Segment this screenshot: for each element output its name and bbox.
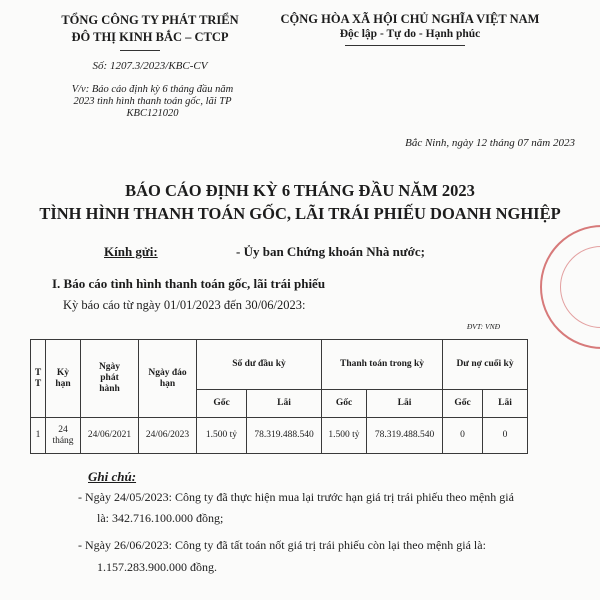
header-maturity-line2: hạn xyxy=(159,378,176,389)
reporting-period: Kỳ báo cáo từ ngày 01/01/2023 đến 30/06/2023: xyxy=(63,298,306,312)
cell-term-line1: 24 xyxy=(58,424,68,435)
header-stt-line2: T xyxy=(34,378,42,389)
cell-closing-principal: 0 xyxy=(443,418,483,454)
report-title: BÁO CÁO ĐỊNH KỲ 6 THÁNG ĐẦU NĂM 2023 xyxy=(125,181,475,200)
cell-opening-interest: 78.319.488.540 xyxy=(247,418,322,454)
organization-name xyxy=(40,12,260,46)
header-maturity-date xyxy=(139,340,197,418)
header-maturity-line1: Ngày đáo xyxy=(148,367,187,378)
note-item-1: - Ngày 24/05/2023: Công ty đã thực hiện mua lại trước hạn giá trị trái phiếu theo mệnh giá xyxy=(78,490,514,504)
recipient-label: Kính gửi: xyxy=(104,244,158,259)
bond-payment-table xyxy=(30,339,528,454)
cell-term xyxy=(46,418,81,454)
subheader-paid-interest: Lãi xyxy=(367,390,443,418)
header-payments: Thanh toán trong kỳ xyxy=(322,340,443,390)
header-issue-line2: phát xyxy=(100,373,119,383)
subheader-closing-interest: Lãi xyxy=(483,390,528,418)
cell-issue-date: 24/06/2021 xyxy=(81,418,139,454)
national-motto: Độc lập - Tự do - Hạnh phúc xyxy=(339,28,481,40)
cell-maturity-date: 24/06/2023 xyxy=(139,418,197,454)
header-stt xyxy=(31,340,46,418)
cell-term-line2: tháng xyxy=(52,435,74,446)
subheader-paid-principal: Gốc xyxy=(322,390,367,418)
cell-stt: 1 xyxy=(31,418,46,454)
note-item-2: - Ngày 26/06/2023: Công ty đã tất toán nốt giá trị trái phiếu còn lại theo mệnh giá là: xyxy=(78,538,486,552)
header-stt-line1: T xyxy=(34,367,42,378)
table-row xyxy=(31,418,528,454)
section-title: I. Báo cáo tình hình thanh toán gốc, lãi trái phiếu xyxy=(52,276,326,291)
cell-paid-interest: 78.319.488.540 xyxy=(367,418,443,454)
note-item-1-continued: là: 342.716.100.000 đồng; xyxy=(97,511,224,525)
recipient-value: - Ủy ban Chứng khoán Nhà nước; xyxy=(236,244,425,259)
subheader-opening-principal: Gốc xyxy=(197,390,247,418)
subheader-opening-interest: Lãi xyxy=(247,390,322,418)
header-opening-balance: Số dư đầu kỳ xyxy=(197,340,322,390)
header-term-line1: Kỳ xyxy=(56,367,70,378)
place-and-date: Bắc Ninh, ngày 12 tháng 07 năm 2023 xyxy=(405,137,575,149)
notes-title: Ghi chú: xyxy=(88,469,137,484)
currency-unit: ĐVT: VNĐ xyxy=(466,322,500,331)
header-closing-balance: Dư nợ cuối kỳ xyxy=(443,340,528,390)
national-title: CỘNG HÒA XÃ HỘI CHỦ NGHĨA VIỆT NAM xyxy=(280,12,540,26)
cell-closing-interest: 0 xyxy=(483,418,528,454)
header-term xyxy=(46,340,81,418)
motto-divider xyxy=(345,45,465,46)
report-subtitle: TÌNH HÌNH THANH TOÁN GỐC, LÃI TRÁI PHIẾU DOANH NGHIỆP xyxy=(39,204,561,223)
document-number: Số: 1207.3/2023/KBC-CV xyxy=(92,60,208,72)
table-header-row xyxy=(31,340,528,390)
header-term-line2: hạn xyxy=(55,378,71,389)
cell-paid-principal: 1.500 tỷ xyxy=(322,418,367,454)
subject-line2: 2023 tình hình thanh toán gốc, lãi TP xyxy=(73,96,232,107)
note-item-2-continued: 1.157.283.900.000 đồng. xyxy=(97,560,217,574)
header-issue-date xyxy=(81,340,139,418)
cell-opening-principal: 1.500 tỷ xyxy=(197,418,247,454)
org-name-line1: TỔNG CÔNG TY PHÁT TRIỂN xyxy=(61,13,239,27)
org-divider xyxy=(120,50,160,51)
header-issue-line1: Ngày xyxy=(98,362,121,372)
subject-line1: V/v: Báo cáo định kỳ 6 tháng đầu năm xyxy=(71,84,234,95)
subheader-closing-principal: Gốc xyxy=(443,390,483,418)
document-subject xyxy=(40,84,265,120)
header-issue-line3: hành xyxy=(99,384,120,394)
org-name-line2: ĐÔ THỊ KINH BẮC – CTCP xyxy=(71,30,229,44)
subject-line3: KBC121020 xyxy=(126,108,179,119)
